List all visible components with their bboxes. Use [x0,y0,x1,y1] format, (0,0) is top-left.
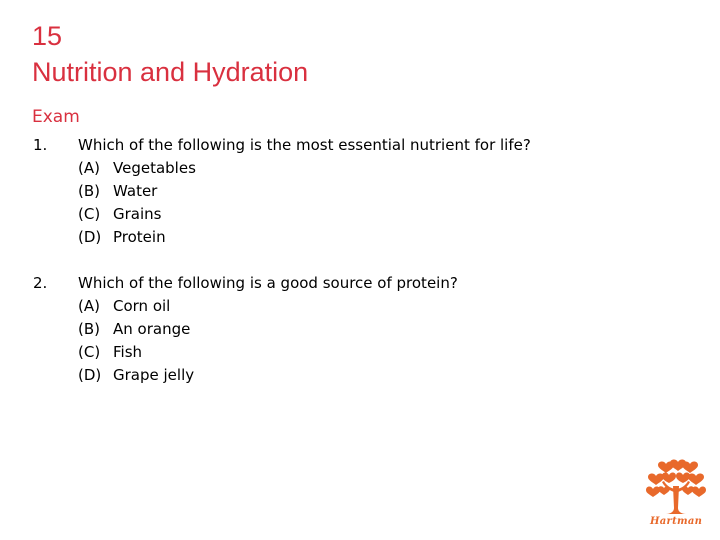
question-text: Which of the following is the most essential nutrient for life? [78,136,531,154]
option-letter: (C) [78,205,101,223]
section-label: Exam [32,107,80,127]
option-text: Fish [113,343,143,361]
option-c [33,203,531,226]
question-2 [33,272,458,387]
option-d [33,226,531,249]
option-b [33,318,458,341]
option-text: Corn oil [113,297,171,315]
option-text: Vegetables [113,159,196,177]
question-row [33,272,458,295]
option-letter: (A) [78,297,100,315]
page-title [32,18,308,90]
option-letter: (A) [78,159,100,177]
option-text: Protein [113,228,166,246]
chapter-number: 15 [32,21,63,51]
option-text: Water [113,182,158,200]
option-text: An orange [113,320,191,338]
option-letter: (B) [78,320,100,338]
option-a [33,295,458,318]
option-b [33,180,531,203]
option-d [33,364,458,387]
option-letter: (D) [78,228,102,246]
option-c [33,341,458,364]
option-letter: (C) [78,343,101,361]
logo-wordmark: Hartman [650,516,703,527]
question-1 [33,134,531,249]
option-letter: (B) [78,182,100,200]
question-text: Which of the following is a good source of protein? [78,274,458,292]
option-text: Grape jelly [113,366,195,384]
option-text: Grains [113,205,162,223]
question-number: 1. [33,136,48,154]
question-row [33,134,531,157]
option-letter: (D) [78,366,102,384]
question-number: 2. [33,274,48,292]
option-a [33,157,531,180]
chapter-name: Nutrition and Hydration [32,57,309,87]
